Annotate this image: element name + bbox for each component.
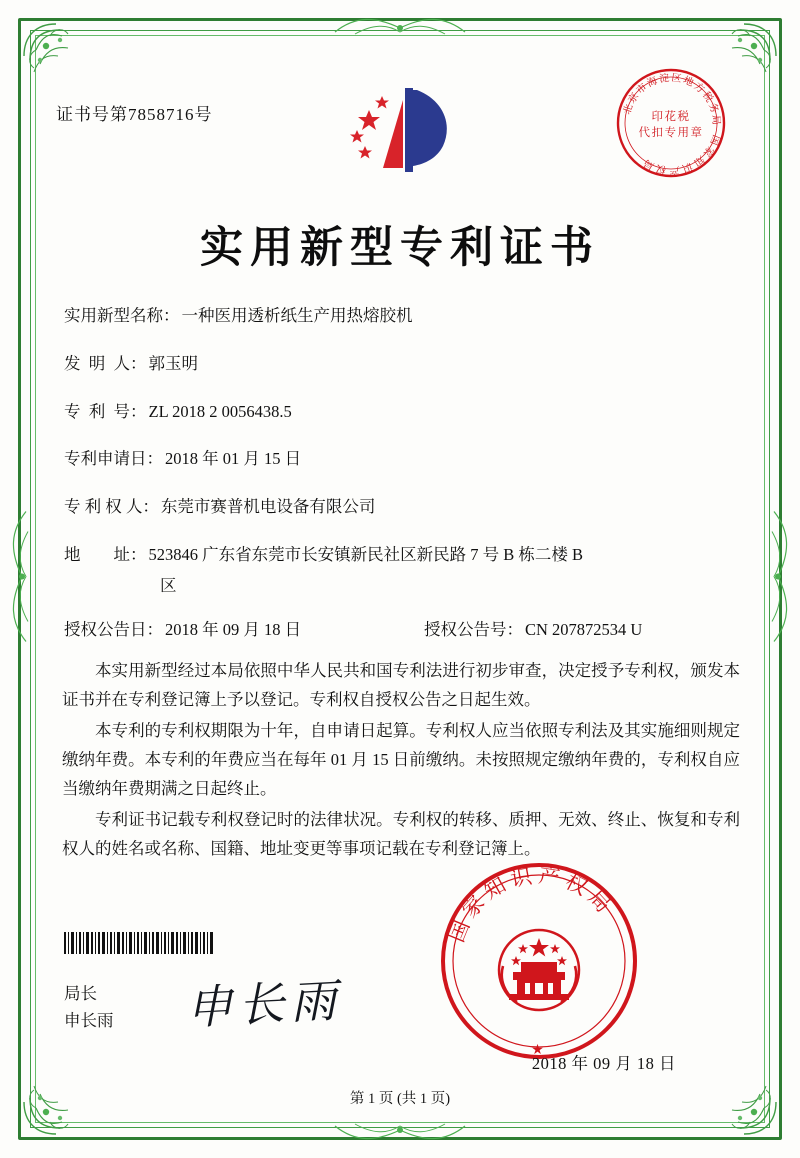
page-footer: 第 1 页 (共 1 页)	[349, 1091, 451, 1107]
signature-block	[64, 981, 114, 1034]
field-address-continued: 区	[160, 575, 177, 595]
svg-text:国家知识产权局: 国家知识产权局	[639, 132, 722, 176]
grant-date-label: 授权公告日：	[64, 620, 163, 640]
director-role-label: 局长	[64, 984, 97, 1004]
grant-date	[64, 618, 424, 643]
svg-text:国家知识产权局: 国家知识产权局	[444, 863, 619, 946]
field-label: 发 明 人：	[64, 353, 147, 373]
field-application-date	[64, 447, 740, 472]
field-inventor	[64, 352, 740, 377]
field-value: 523846 广东省东莞市长安镇新民社区新民路 7 号 B 栋二楼 B	[148, 544, 584, 564]
field-patent-number	[64, 400, 740, 425]
official-seal-icon	[436, 858, 642, 1064]
svg-text:印花税: 印花税	[651, 109, 691, 123]
grant-number-value: CN 207872534 U	[525, 620, 643, 640]
certificate-content	[46, 46, 754, 1112]
tax-stamp-icon	[612, 64, 730, 182]
field-value: 2018 年 01 月 15 日	[165, 449, 302, 469]
field-utility-model-name	[64, 304, 740, 329]
svg-text:北京市海淀区地方税务局: 北京市海淀区地方税务局	[621, 72, 722, 128]
page-title: 实用新型专利证书	[200, 223, 600, 273]
field-value: 东莞市赛普机电设备有限公司	[160, 497, 376, 516]
field-label: 专 利 号：	[64, 401, 147, 421]
field-label: 实用新型名称：	[64, 306, 180, 325]
handwritten-signature: 申长雨	[184, 972, 344, 1036]
fields-block	[64, 304, 740, 657]
cnipa-logo-icon	[325, 84, 475, 176]
grant-number-label: 授权公告号：	[424, 620, 523, 640]
barcode	[64, 932, 214, 954]
field-label: 专利申请日：	[64, 449, 163, 469]
field-label: 专 利 权 人：	[64, 497, 159, 516]
legal-paragraph: 本专利的专利权期限为十年，自申请日起算。专利权人应当依照专利法及其实施细则规定缴纳年费。本专利的年费应当在每年 01 月 15 日前缴纳。未按照规定缴纳年费的，专利权自应当缴纳年费期满之日起终止。	[62, 720, 740, 799]
svg-text:★: ★	[531, 1042, 547, 1058]
legal-paragraph: 本实用新型经过本局依照中华人民共和国专利法进行初步审查，决定授予专利权，颁发本证书并在专利登记簿上予以登记。专利权自授权公告之日起生效。	[62, 661, 740, 710]
svg-text:代扣专用章: 代扣专用章	[638, 125, 704, 139]
field-value: ZL 2018 2 0056438.5	[148, 401, 292, 421]
legal-paragraph: 专利证书记载专利权登记时的法律状况。专利权的转移、质押、无效、终止、恢复和专利权人的姓名或名称、国籍、地址变更等事项记载在专利登记簿上。	[62, 809, 740, 859]
legal-text-block	[62, 656, 740, 865]
grant-date-value: 2018 年 09 月 18 日	[165, 620, 302, 640]
field-label: 地 址：	[64, 544, 147, 564]
field-value: 一种医用透析纸生产用热熔胶机	[181, 306, 413, 325]
grant-number	[424, 618, 740, 643]
grant-row	[64, 618, 740, 643]
certificate-number: 证书号第7858716号	[56, 105, 213, 124]
director-name: 申长雨	[64, 1010, 114, 1030]
field-address	[64, 543, 740, 568]
field-patentee	[64, 495, 740, 520]
field-value: 郭玉明	[148, 353, 198, 373]
issue-date: 2018 年 09 月 18 日	[531, 1054, 676, 1073]
